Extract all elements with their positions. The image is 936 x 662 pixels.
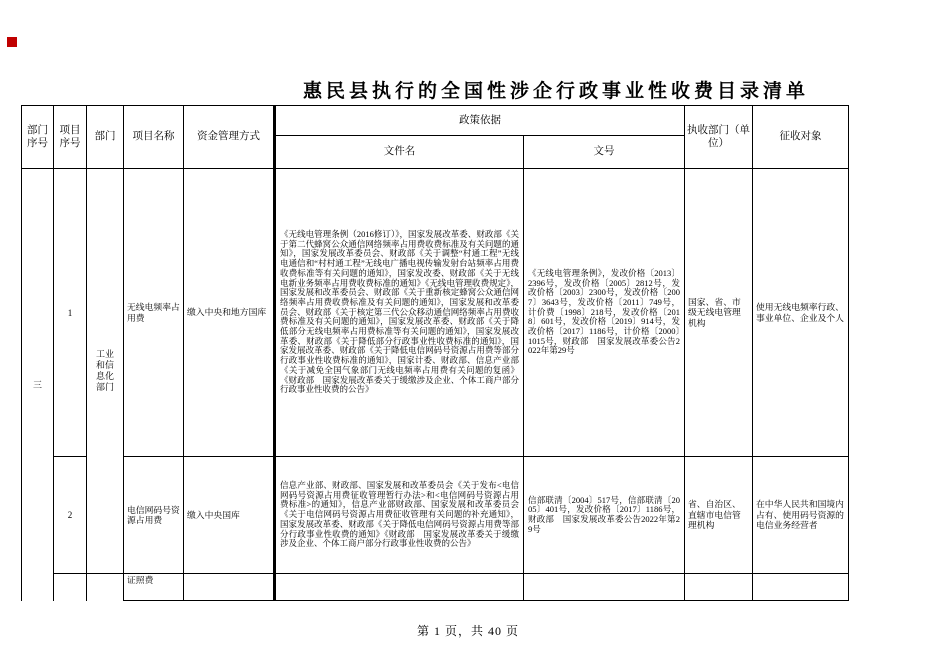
table-row	[22, 457, 849, 574]
cell-file-name	[275, 574, 524, 601]
col-header-levy-target: 征收对象	[753, 106, 849, 169]
cell-fund-mgmt: 缴入中央和地方国库	[184, 169, 275, 457]
cell-item-name: 证照费	[124, 574, 184, 601]
cell-levy-target: 在中华人民共和国境内占有、使用码号资源的电信业务经营者	[753, 457, 849, 574]
col-header-dept: 部门	[87, 106, 124, 169]
cell-dept-name	[87, 574, 124, 601]
col-header-file-name: 文件名	[275, 136, 524, 169]
cell-item-seq: 1	[54, 169, 87, 457]
cell-collecting-dept: 省、自治区、直辖市电信管理机构	[685, 457, 753, 574]
cell-levy-target: 使用无线电频率行政、事业单位、企业及个人	[753, 169, 849, 457]
col-header-item-seq: 项目序号	[54, 106, 87, 169]
cell-file-name: 《无线电管理条例（2016修订）》，国家发展改革委、财政部《关于第二代蜂窝公众通信网络频率占用费收费标准及有关问题的通知》，国家发展改革委员会、财政部《关于调整“村通工程”无线电通信和“村村通工程”无线电广播电视传输发射台站频率占用费收费标准等有关问题的通知》，国家发改委、财政部《关于无线电新业务频率占用费收费标准的通知》《无线电管理收费规定》，国家发展和改革委员会、财政部《关于重新核定蜂窝公众通信网络频率占用费收费标准及有关问题的通知》，国家发展和改革委员会、财政部《关于核定第三代公众移动通信网络频率占用费收费标准及有关问题的通知》，国家发展改革委、财政部《关于降低部分无线电频率占用费标准等有关问题的通知》，国家发展改革委、财政部《关于降低部分行政事业性收费标准的通知》，国家发展改革委、财政部《关于降低电信网码号资源占用费等部分行政事业性收费标准的通知》，国家计委、财政部、信息产业部《关于减免全国气象部门无线电频率占用费有关问题的复函》《财政部 国家发展改革委关于缓缴涉及企业、个体工商户部分行政事业性收费的公告》	[275, 169, 524, 457]
cell-dept-name: 工业和信息化部门	[87, 169, 124, 574]
cell-doc-no: 《无线电管理条例》，发改价格〔2013〕2396号，发改价格〔2005〕2812号，发改价格〔2003〕2300号，发改价格〔2007〕3643号，发改价格〔2011〕749号，计价费〔1998〕218号，发改价格〔2018〕601号，发改价格〔2019〕914号，发改价格〔2017〕1186号，计价格〔2000〕1015号，财政部 国家发展改革委公告2022年第29号	[524, 169, 685, 457]
cell-collecting-dept: 国家、省、市级无线电管理机构	[685, 169, 753, 457]
cell-doc-no	[524, 574, 685, 601]
cell-file-name: 信息产业部、财政部、国家发展和改革委员会《关于发布<电信网码号资源占用费征收管理暂行办法>和<电信网码号资源占用费标准>的通知》，信息产业部财政部、国家发展和改革委员会《关于电信网码号资源占用费征收管理有关问题的补充通知》，国家发展改革委、财政部《关于降低电信网码号资源占用费等部分行政事业性收费的通知》《财政部 国家发展改革委关于缓缴涉及企业、个体工商户部分行政事业性收费的公告》	[275, 457, 524, 574]
cell-dept-seq: 三	[22, 169, 54, 601]
cell-item-name: 无线电频率占用费	[124, 169, 184, 457]
red-marker	[7, 37, 17, 47]
cell-doc-no: 信部联清〔2004〕517号，信部联清〔2005〕401号，发改价格〔2017〕1186号，财政部 国家发展改革委公告2022年第29号	[524, 457, 685, 574]
header-row-top	[22, 106, 849, 136]
table-row-partial	[22, 574, 849, 601]
col-header-doc-no: 文号	[524, 136, 685, 169]
page-title: 惠民县执行的全国性涉企行政事业性收费目录清单	[303, 81, 810, 102]
col-header-fund-mgmt: 资金管理方式	[184, 106, 275, 169]
cell-fund-mgmt: 缴入中央国库	[184, 457, 275, 574]
cell-item-seq: 2	[54, 457, 87, 574]
cell-item-seq	[54, 574, 87, 601]
cell-item-name: 电信网码号资源占用费	[124, 457, 184, 574]
page-footer: 第 1 页，共 40 页	[416, 624, 519, 638]
col-header-item-name: 项目名称	[124, 106, 184, 169]
cell-fund-mgmt	[184, 574, 275, 601]
cell-levy-target	[753, 574, 849, 601]
col-header-dept-seq: 部门序号	[22, 106, 54, 169]
col-header-policy-basis: 政策依据	[275, 106, 685, 136]
fee-directory-table	[21, 105, 849, 601]
cell-collecting-dept	[685, 574, 753, 601]
table-row	[22, 169, 849, 457]
col-header-collecting-dept: 执收部门（单位）	[685, 106, 753, 169]
